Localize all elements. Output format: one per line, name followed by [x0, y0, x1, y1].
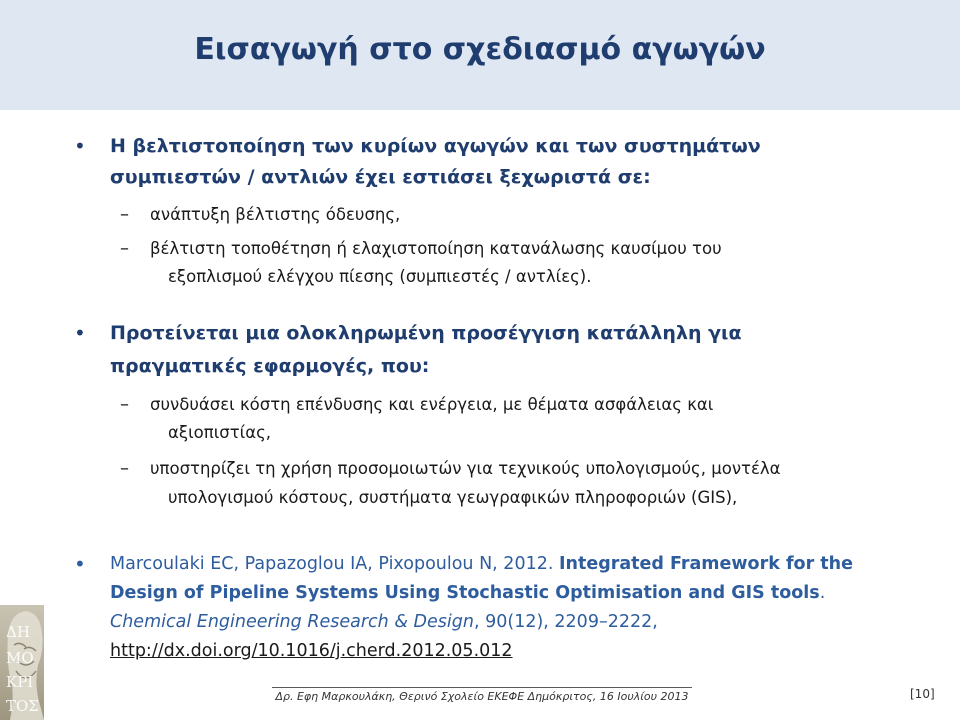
reference-journal: Chemical Engineering Research & Design [110, 612, 474, 632]
sub-dash: – [120, 204, 129, 225]
sub-dash: – [120, 238, 129, 259]
slide-title: Εισαγωγή στο σχεδιασμό αγωγών [194, 32, 766, 67]
bullet-2-line-1: Προτείνεται μια ολοκληρωμένη προσέγγιση κατάλληλη για [110, 322, 742, 344]
reference-line-1 [110, 550, 853, 578]
svg-text:ΔΗ: ΔΗ [6, 623, 30, 641]
bullet-2-line-2: πραγματικές εφαρμογές, που: [110, 355, 430, 377]
reference-title-part-1: Integrated Framework for the [558, 554, 853, 574]
svg-text:ΜΟ: ΜΟ [6, 649, 34, 667]
bullet-1-sub-2-line-2: εξοπλισμού ελέγχου πίεσης (συμπιεστές / αντλίες). [168, 267, 592, 286]
svg-text:ΤΟΣ: ΤΟΣ [6, 697, 39, 715]
demokritos-logo [0, 605, 44, 720]
reference-title-part-2: Design of Pipeline Systems Using Stochastic Optimisation and GIS tools [110, 583, 820, 603]
sub-dash: – [120, 458, 129, 479]
reference-title-end: . [819, 583, 826, 603]
bullet-2-sub-2-line-1: υποστηρίζει τη χρήση προσομοιωτών για τεχνικούς υπολογισμούς, μοντέλα [150, 459, 781, 478]
bullet-1-sub-1: ανάπτυξη βέλτιστης όδευσης, [150, 205, 401, 224]
footer-divider [272, 687, 692, 688]
page-number: [10] [910, 687, 935, 701]
bullet-1-line-1: Η βελτιστοποίηση των κυρίων αγωγών και των συστημάτων [110, 135, 761, 157]
reference-line-4 [110, 637, 513, 665]
bullet-1-line-2: συμπιεστών / αντλιών έχει εστιάσει ξεχωριστά σε: [110, 166, 651, 188]
svg-text:ΚΡΙ: ΚΡΙ [6, 673, 34, 691]
bullet-2-sub-1-line-2: αξιοπιστίας, [168, 423, 272, 442]
bullet-dot: • [74, 552, 86, 576]
reference-doi-link[interactable]: http://dx.doi.org/10.1016/j.cherd.2012.05.012 [110, 641, 513, 661]
reference-volume-pages: , 90(12), 2209–2222, [473, 612, 658, 632]
bullet-1-sub-2-line-1: βέλτιστη τοποθέτηση ή ελαχιστοποίηση κατανάλωσης καυσίμου του [150, 239, 722, 258]
sub-dash: – [120, 394, 129, 415]
bullet-dot: • [74, 321, 86, 345]
reference-line-3 [110, 608, 658, 636]
bullet-2-sub-2-line-2: υπολογισμού κόστους, συστήματα γεωγραφικών πληροφοριών (GIS), [168, 488, 738, 507]
footer-text: Δρ. Εφη Μαρκουλάκη, Θερινό Σχολείο ΕΚΕΦΕ Δημόκριτος, 16 Ιουλίου 2013 [275, 690, 689, 703]
reference-line-2 [110, 579, 825, 607]
bullet-dot: • [74, 134, 86, 158]
bullet-2-sub-1-line-1: συνδυάσει κόστη επένδυσης και ενέργεια, με θέματα ασφάλειας και [150, 395, 714, 414]
reference-authors: Marcoulaki EC, Papazoglou IA, Pixopoulou N, 2012. [110, 554, 554, 574]
